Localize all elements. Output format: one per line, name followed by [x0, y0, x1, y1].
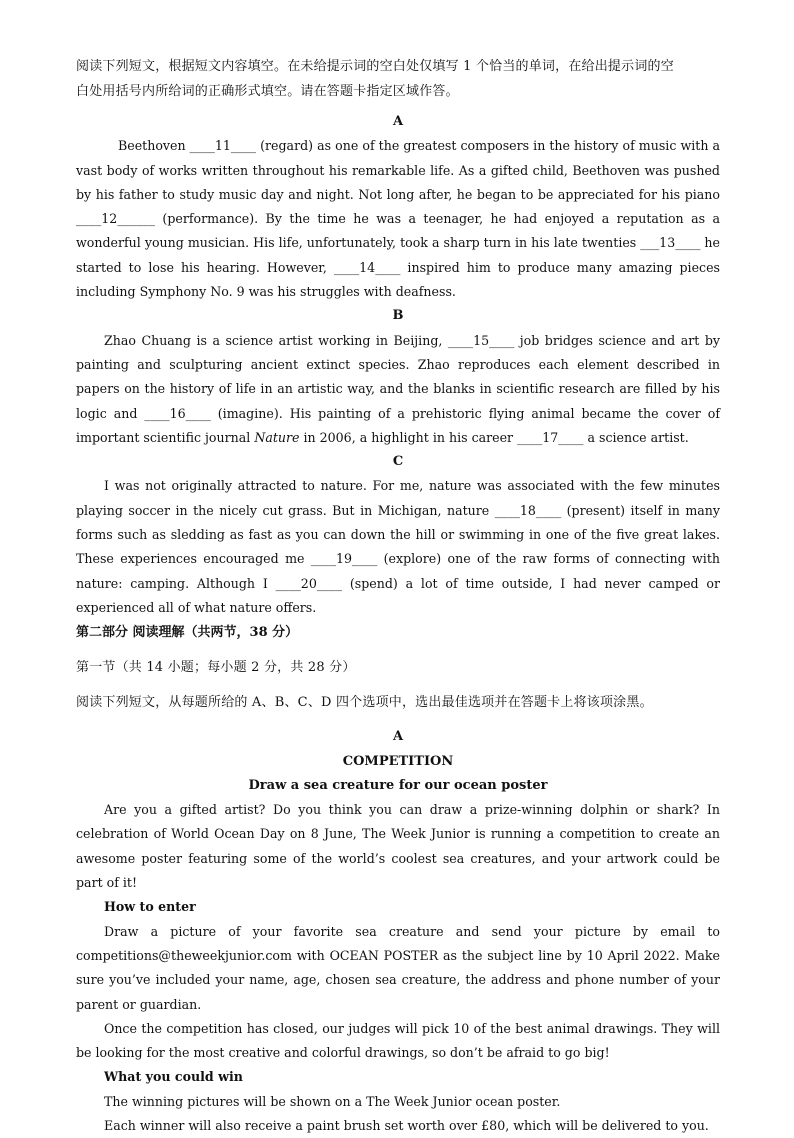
section-b-text-2: in 2006, a highlight in his career ____17____ a science artist.: [299, 429, 689, 445]
passage-a-paragraph-1: Are you a gifted artist? Do you think you can draw a prize-winning dolphin or shark? In celebration of World Ocean Day on 8 June, The Week Junior is running a competition to create an awesome poster featuring some of the world’s coolest sea creatures, and your artwork could be part of it!: [76, 802, 720, 891]
how-to-enter-heading: How to enter: [104, 899, 196, 915]
section-b-label: B: [392, 308, 404, 324]
section-one-heading: 第一节（共 14 小题；每小题 2 分，共 28 分）: [76, 660, 356, 676]
passage-a-paragraph-4: The winning pictures will be shown on a The Week Junior ocean poster.: [104, 1093, 561, 1109]
section-b-text-1: Zhao Chuang is a science artist working in Beijing, ____15____ job bridges science and art by painting and sculpturing ancient extinct species. Zhao reproduces each element described in papers on the history of life in an artistic way, and the blanks in scientific research are filled by his logic and ____16____ (imagine). His painting of a prehistoric flying animal became the cover of important scientific journal: [76, 332, 720, 445]
passage-a-title: COMPETITION: [342, 753, 454, 769]
passage-a-label: A: [392, 729, 404, 745]
instructions-line-1: 阅读下列短文，根据短文内容填空。在未给提示词的空白处仅填写 1 个恰当的单词，在给出提示词的空: [76, 59, 674, 74]
part-two-heading: 第二部分 阅读理解（共两节，38 分）: [76, 625, 299, 641]
document-page: [76, 54, 720, 1138]
what-you-could-win-heading: What you could win: [104, 1069, 243, 1085]
passage-a-subtitle: Draw a sea creature for our ocean poster: [248, 777, 548, 793]
passage-a-paragraph-5: Each winner will also receive a paint brush set worth over £80, which will be delivered to you.: [104, 1117, 709, 1133]
section-c-passage: I was not originally attracted to nature. For me, nature was associated with the few minutes playing soccer in the nicely cut grass. But in Michigan, nature ____18____ (present) itself in many forms such as sledding as fast as you can down the hill or swimming in one of the five great lakes. These experiences encouraged me ____19____ (explore) one of the raw forms of connecting with nature: camping. Although I ____20____ (spend) a lot of time outside, I had never camped or experienced all of what nature offers.: [76, 478, 720, 615]
section-a-passage: Beethoven ____11____ (regard) as one of the greatest composers in the history of music with a vast body of works written throughout his remarkable life. As a gifted child, Beethoven was pushed by his father to study music day and night. Not long after, he began to be appreciated for his piano ____12______ (performance). By the time he was a teenager, he had enjoyed a reputation as a wonderful young musician. His life, unfortunately, took a sharp turn in his late twenties ___13____ he started to lose his hearing. However, ____14____ inspired him to produce many amazing pieces including Symphony No. 9 was his struggles with deafness.: [76, 138, 720, 300]
reading-instructions: 阅读下列短文，从每题所给的 A、B、C、D 四个选项中，选出最佳选项并在答题卡上将该项涂黑。: [76, 695, 653, 711]
instructions-line-2: 白处用括号内所给词的正确形式填空。请在答题卡指定区域作答。: [76, 84, 459, 99]
section-c-label: C: [392, 454, 404, 470]
journal-name: Nature: [254, 429, 300, 445]
section-b-passage: [76, 329, 720, 450]
passage-a-paragraph-2: Draw a picture of your favorite sea creature and send your picture by email to competitions@theweekjunior.com with OCEAN POSTER as the subject line by 10 April 2022. Make sure you’ve included your name, age, chosen sea creature, the address and phone number of your parent or guardian.: [76, 923, 720, 1012]
passage-a-paragraph-3: Once the competition has closed, our judges will pick 10 of the best animal drawings. They will be looking for the most creative and colorful drawings, so don’t be afraid to go big!: [76, 1020, 720, 1061]
section-a-label: A: [392, 114, 404, 129]
